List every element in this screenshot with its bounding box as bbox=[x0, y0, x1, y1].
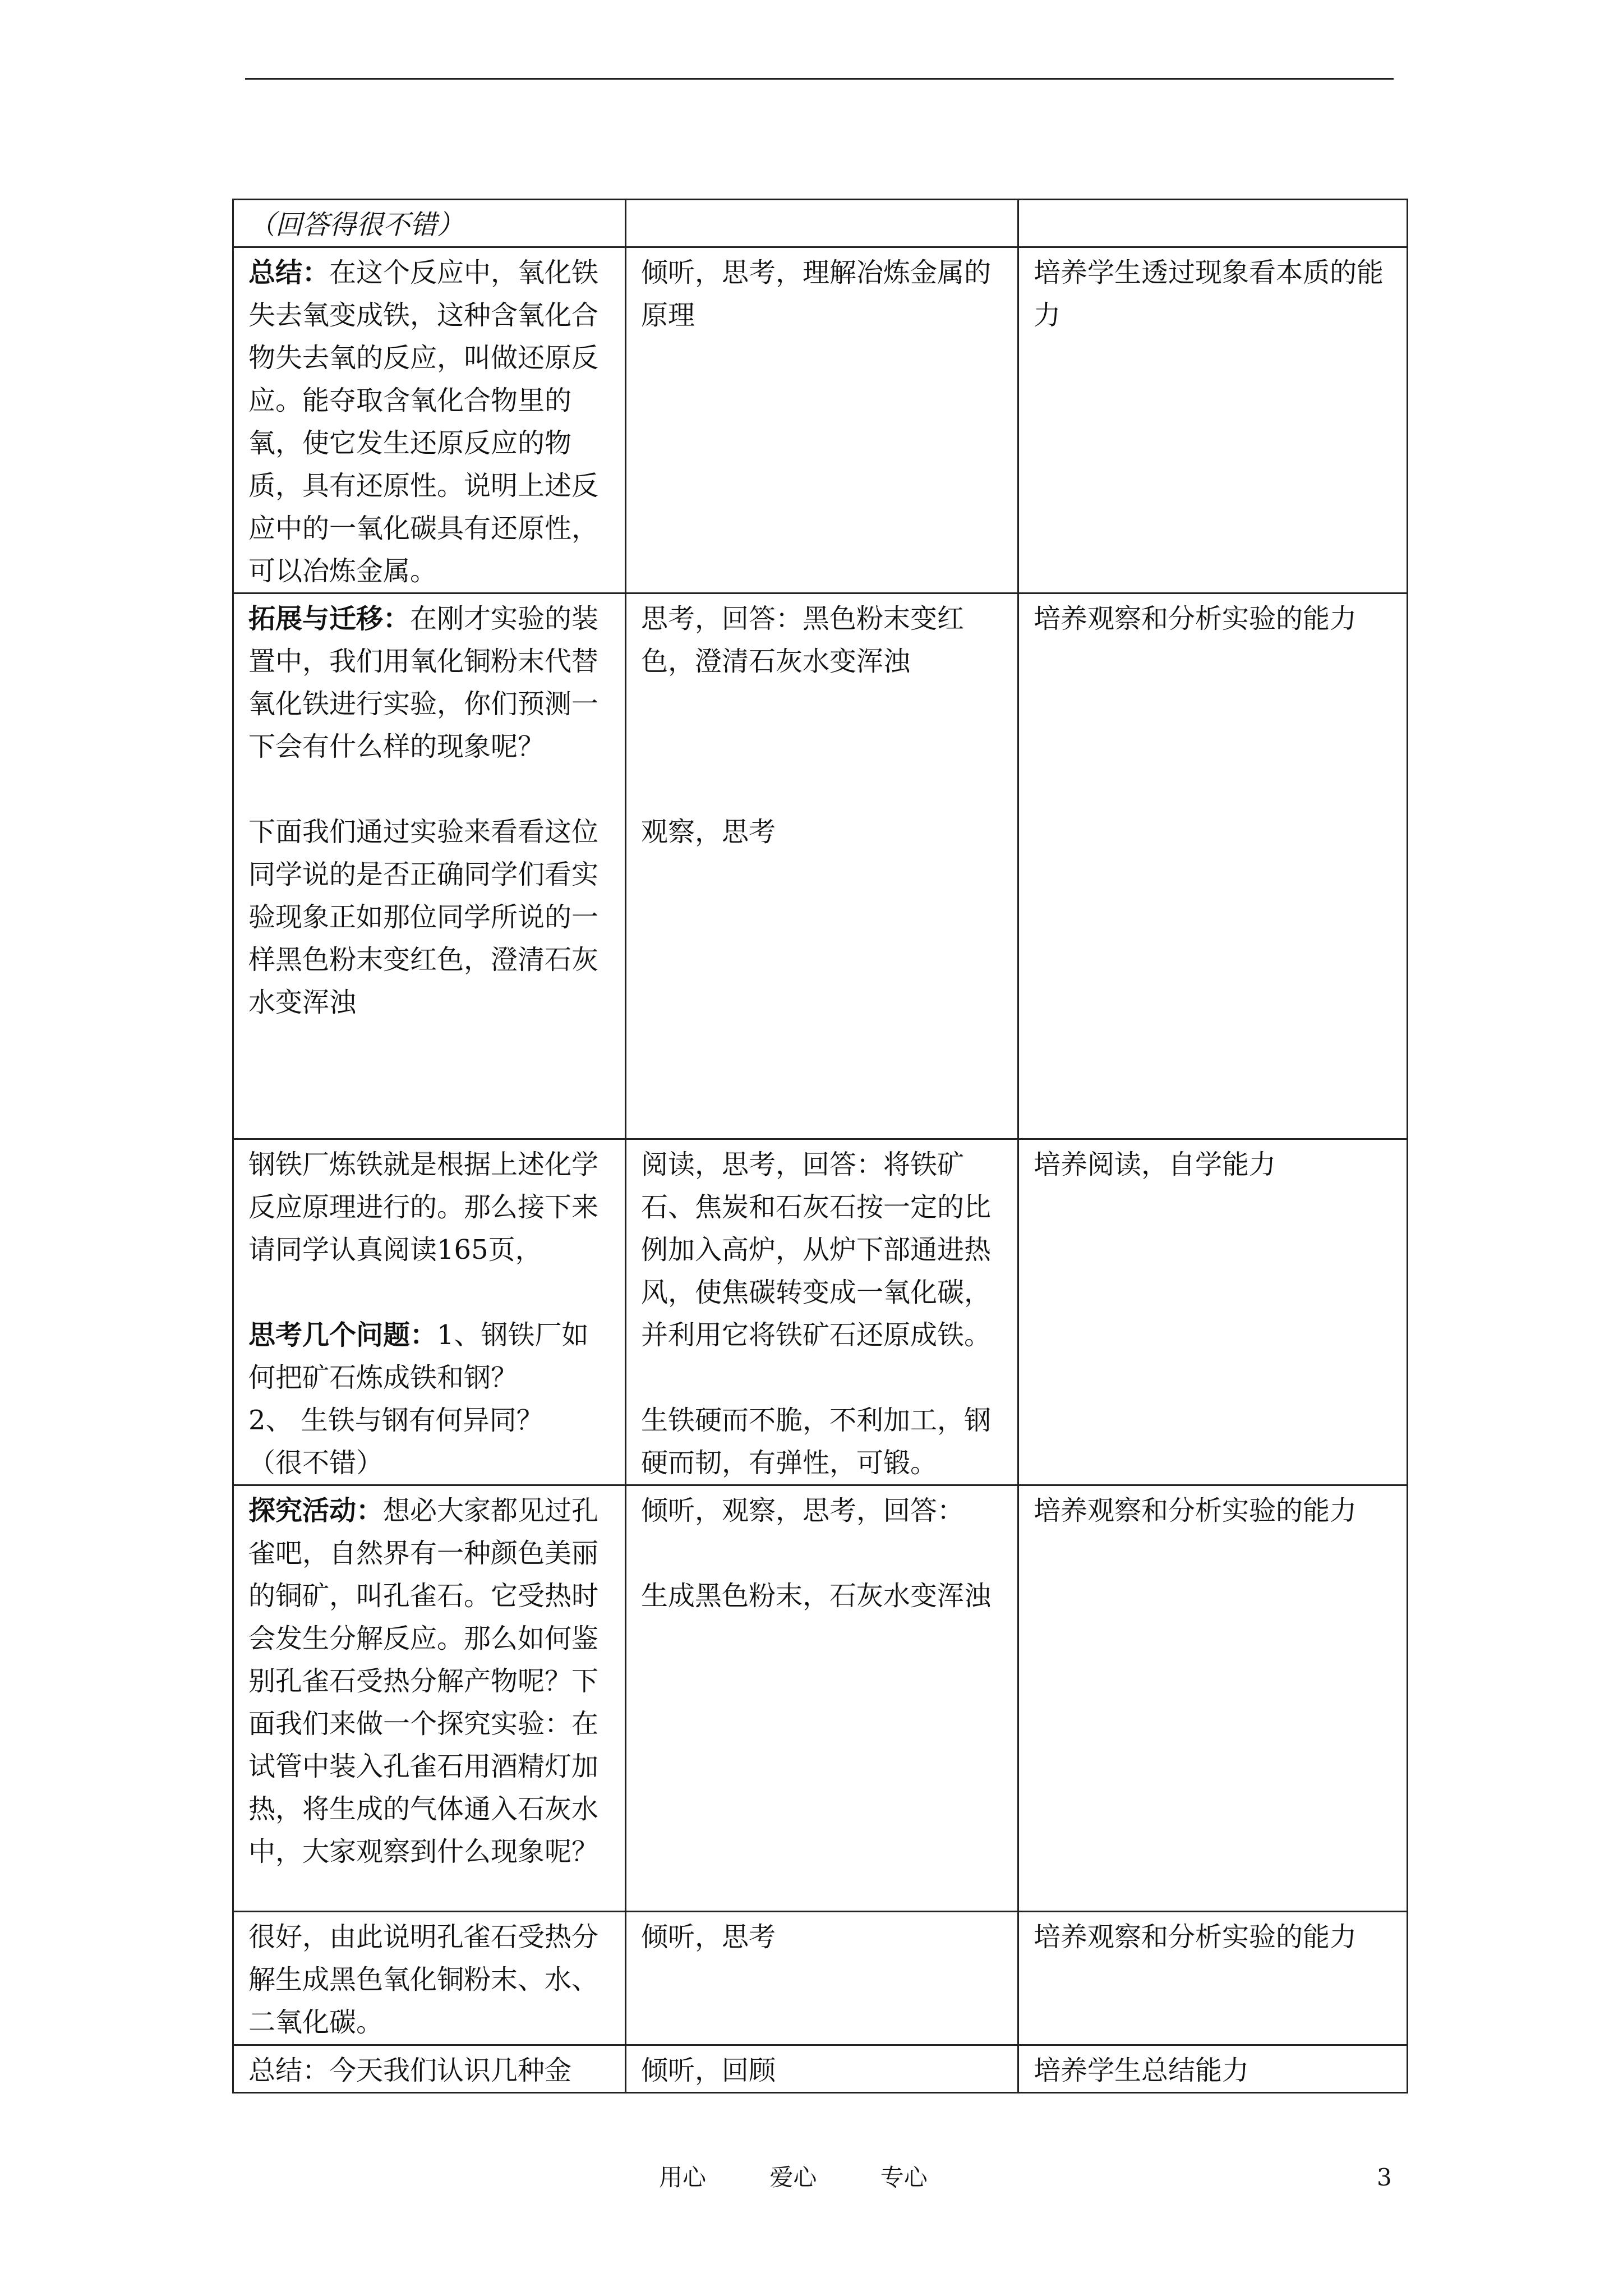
student-activity-cell bbox=[626, 200, 1018, 247]
table-row bbox=[233, 593, 1408, 1139]
teacher-text: 在这个反应中，氧化铁失去氧变成铁，这种含氧化合物失去氧的反应，叫做还原反应。能夺取含氧化合物里的氧，使它发生还原反应的物质，具有还原性。说明上述反应中的一氧化碳具有还原性，可以冶炼金属。 bbox=[248, 257, 599, 587]
teacher-text: 想必大家都见过孔雀吧，自然界有一种颜色美丽的铜矿，叫孔雀石。它受热时会发生分解反应。那么如何鉴别孔雀石受热分解产物呢？下面我们来做一个探究实验：在试管中装入孔雀石用酒精灯加热，将生成的气体通入石灰水中，大家观察到什么现象呢？ bbox=[248, 1495, 599, 1867]
teacher-activity-cell bbox=[233, 247, 626, 593]
design-intent-cell bbox=[1018, 247, 1408, 593]
design-intent-cell bbox=[1018, 200, 1408, 247]
design-intent-cell bbox=[1018, 593, 1408, 1139]
intent-text: 培养学生总结能力 bbox=[1034, 2055, 1249, 2086]
teacher-question-2: 2、 生铁与钢有何异同？ bbox=[248, 1405, 543, 1436]
teacher-label: 总结： bbox=[248, 257, 330, 288]
table-row bbox=[233, 2045, 1408, 2093]
student-text: 思考，回答：黑色粉末变红色，澄清石灰水变浑浊 bbox=[641, 603, 965, 677]
student-text: 倾听，思考，理解冶炼金属的原理 bbox=[641, 257, 992, 331]
teacher-question-1: 1、钢铁厂如何把矿石炼成铁和钢？ bbox=[248, 1319, 589, 1393]
footer-motto bbox=[659, 2161, 928, 2194]
teacher-text: 在刚才实验的装置中，我们用氧化铜粉末代替氧化铁进行实验，你们预测一下会有什么样的现象呢？ bbox=[248, 603, 599, 762]
teacher-activity-cell bbox=[233, 2045, 626, 2093]
lesson-plan-table bbox=[232, 199, 1408, 2093]
student-text: 倾听，回顾 bbox=[641, 2055, 776, 2086]
teacher-activity-cell bbox=[233, 1912, 626, 2045]
table-row bbox=[233, 200, 1408, 247]
table-row bbox=[233, 247, 1408, 593]
intent-text: 培养观察和分析实验的能力 bbox=[1034, 603, 1357, 634]
student-text: 阅读，思考，回答：将铁矿石、焦炭和石灰石按一定的比例加入高炉，从炉下部通进热风，使焦碳转变成一氧化碳，并利用它将铁矿石还原成铁。 bbox=[641, 1149, 992, 1351]
intent-text: 培养阅读，自学能力 bbox=[1034, 1149, 1276, 1180]
table-row bbox=[233, 1485, 1408, 1912]
page-number: 3 bbox=[1377, 2164, 1392, 2191]
student-activity-cell bbox=[626, 1912, 1018, 2045]
teacher-feedback: （很不错） bbox=[248, 1447, 384, 1479]
teacher-text: （回答得很不错） bbox=[248, 209, 464, 241]
motto-word: 爱心 bbox=[769, 2164, 817, 2191]
teacher-activity-cell bbox=[233, 1139, 626, 1485]
student-activity-cell bbox=[626, 1485, 1018, 1912]
student-text-continued: 生成黑色粉末，石灰水变浑浊 bbox=[641, 1580, 992, 1612]
teacher-activity-cell bbox=[233, 200, 626, 247]
design-intent-cell bbox=[1018, 1485, 1408, 1912]
teacher-label: 思考几个问题： bbox=[248, 1319, 437, 1351]
teacher-activity-cell bbox=[233, 593, 626, 1139]
teacher-activity-cell bbox=[233, 1485, 626, 1912]
design-intent-cell bbox=[1018, 2045, 1408, 2093]
student-text-continued: 观察，思考 bbox=[641, 816, 776, 848]
intent-text: 培养学生透过现象看本质的能力 bbox=[1034, 257, 1384, 331]
student-text: 倾听，观察，思考，回答： bbox=[641, 1495, 965, 1526]
motto-word: 用心 bbox=[659, 2164, 707, 2191]
table-row bbox=[233, 1912, 1408, 2045]
student-text: 倾听，思考 bbox=[641, 1921, 776, 1953]
design-intent-cell bbox=[1018, 1139, 1408, 1485]
design-intent-cell bbox=[1018, 1912, 1408, 2045]
teacher-label: 探究活动： bbox=[248, 1495, 384, 1526]
intent-text: 培养观察和分析实验的能力 bbox=[1034, 1495, 1357, 1526]
teacher-text: 钢铁厂炼铁就是根据上述化学反应原理进行的。那么接下来请同学认真阅读165页， bbox=[248, 1149, 599, 1266]
student-activity-cell bbox=[626, 247, 1018, 593]
student-activity-cell bbox=[626, 2045, 1018, 2093]
teacher-label: 拓展与迁移： bbox=[248, 603, 411, 634]
student-activity-cell bbox=[626, 1139, 1018, 1485]
motto-word: 专心 bbox=[880, 2164, 928, 2191]
student-text-continued: 生铁硬而不脆，不利加工，钢硬而韧，有弹性，可锻。 bbox=[641, 1405, 992, 1479]
teacher-text-continued: 下面我们通过实验来看看这位同学说的是否正确同学们看实验现象正如那位同学所说的一样黑色粉末变红色，澄清石灰水变浑浊 bbox=[248, 816, 599, 1018]
student-activity-cell bbox=[626, 593, 1018, 1139]
intent-text: 培养观察和分析实验的能力 bbox=[1034, 1921, 1357, 1953]
table-row bbox=[233, 1139, 1408, 1485]
teacher-text: 总结：今天我们认识几种金 bbox=[248, 2055, 572, 2086]
header-rule bbox=[245, 78, 1394, 80]
teacher-text: 很好，由此说明孔雀石受热分解生成黑色氧化铜粉末、水、二氧化碳。 bbox=[248, 1921, 599, 2038]
